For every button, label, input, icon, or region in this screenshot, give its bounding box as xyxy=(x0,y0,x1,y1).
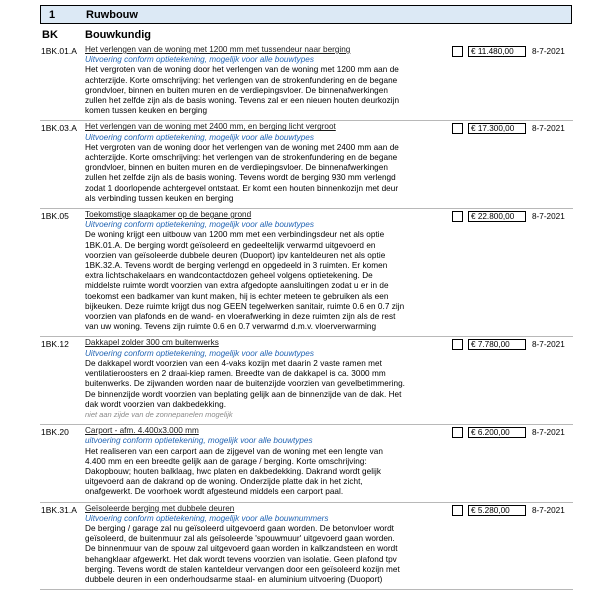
option-code: 1BK.05 xyxy=(41,211,69,222)
group-name: Bouwkundig xyxy=(85,29,151,41)
option-body xyxy=(85,426,405,497)
option-subtitle: uitvoering conform optietekening, mogelijk voor alle bouwtypes xyxy=(85,436,313,446)
option-subtitle: Uitvoering conform optietekening, mogelijk voor alle bouwtypes xyxy=(85,348,314,358)
option-date: 8-7-2021 xyxy=(532,47,565,56)
option-description: De berging / garage zal nu geïsoleerd uitgevoerd gaan worden. De betonvloer wordt geïsoleerd, de buitenmuur zal als geïsoleerde 'spouwmuur' uitgevoerd gaan worden. De binnenmuur van de spouw zal uitgevoerd gaan worden in kalkzandsteen en wordt behangklaar afgewerkt. Het dak wordt tevens voorzien van isolatie. Geen plafond tpv berging. Tevens wordt de stalen kanteldeur vervangen door een geïsoleerd kozijn met dubbele deuren in een onderhoudsarme staal- en aluminium uitvoering (Duoport) xyxy=(85,523,400,584)
option-price: € 5.280,00 xyxy=(468,505,526,516)
option-date: 8-7-2021 xyxy=(532,428,565,438)
option-price: € 17.300,00 xyxy=(468,123,526,134)
group-code: BK xyxy=(42,29,58,41)
option-description: Het realiseren van een carport aan de zijgevel van de woning met een lengte van 4.400 mm en een breedte gelijk aan de garage / berging. Korte omschrijving: Dakopbouw; houten balklaag, hwc platen en dakbedekking. Dakrand wordt gelijk uitgevoerd aan de dakrand op de woning. Onderzijde platte dak in het zicht, onafgewerkt. De voorhoek wordt afgesteund middels een carport paal. xyxy=(85,446,383,497)
option-row xyxy=(40,503,573,591)
option-date: 8-7-2021 xyxy=(532,340,565,350)
option-row xyxy=(40,337,573,425)
option-row xyxy=(40,209,573,337)
option-code: 1BK.20 xyxy=(41,427,69,438)
option-title: Toekomstige slaapkamer op de begane grond xyxy=(85,210,252,220)
option-body xyxy=(85,338,405,420)
option-code: 1BK.31.A xyxy=(41,504,77,515)
option-price: € 6.200,00 xyxy=(468,427,526,438)
option-title: Het verlengen van de woning met 1200 mm met tussendeur naar berging xyxy=(85,45,351,54)
option-checkbox[interactable] xyxy=(452,211,463,222)
option-description: De dakkapel wordt voorzien van een 4-vaks kozijn met daarin 2 vaste ramen met ventilatieroosters en 2 draai-kiep ramen. Breedte van de dakkapel is ca. 3000 mm buitenwerks. De zijwanden worden naar de buitenzijde voorzien van gevelbetimmering. De binnenzijde wordt voorzien van beplating gelijk aan de binnenzijde van de dak. Het dak wordt voorzien van dakbedekking. xyxy=(85,358,405,409)
option-checkbox[interactable] xyxy=(452,427,463,438)
option-row xyxy=(40,44,573,121)
option-body xyxy=(85,210,405,332)
option-body xyxy=(85,45,405,116)
option-date: 8-7-2021 xyxy=(532,505,565,515)
option-list xyxy=(0,44,595,590)
option-price: € 7.780,00 xyxy=(468,339,526,350)
option-body xyxy=(85,122,405,204)
option-date: 8-7-2021 xyxy=(532,124,565,134)
option-price: € 11.480,00 xyxy=(468,46,526,57)
option-subtitle: Uitvoering conform optietekening, mogelijk voor alle bouwtypes xyxy=(85,132,314,142)
option-checkbox[interactable] xyxy=(452,123,463,134)
section-number: 1 xyxy=(49,9,56,21)
option-body xyxy=(85,504,405,586)
option-row xyxy=(40,121,573,209)
section-header xyxy=(40,5,572,24)
option-code: 1BK.01.A xyxy=(41,46,77,56)
option-description: Het vergroten van de woning door het verlengen van de woning met 1200 mm aan de achterzijde. Korte omschrijving: het verlengen van de strokenfundering en de begane grondvloer, binnen en buiten muren en de verdiepingsvloer. De binnenafwerkingen zullen het zelfde zijn als de basis woning. Tevens zal er een nieuen houten deurkozijn komen tussen keuken en berging xyxy=(85,65,400,116)
option-subtitle: Uitvoering conform optietekening, mogelijk voor alle bouwtypes xyxy=(85,55,314,65)
option-note: niet aan zijde van de zonnepanelen mogelijk xyxy=(85,409,233,419)
option-checkbox[interactable] xyxy=(452,339,463,350)
option-checkbox[interactable] xyxy=(452,505,463,516)
option-subtitle: Uitvoering conform optietekening, mogelijk voor alle bouwtypes xyxy=(85,220,314,230)
section-title: Ruwbouw xyxy=(86,9,138,21)
option-title: Carport - afm. 4.400x3.000 mm xyxy=(85,426,199,436)
option-description: Het vergroten van de woning door het verlengen van de woning met 2400 mm aan de achterzijde. Korte omschrijving: het verlengen van de strokenfundering en de begane grondvloer, binnen en buiten muren en de verdiepingsvloer. De binnenafwerkingen zullen het zelfde zijn als de basis woning. Tevens wordt de berging 930 mm verlengd zodat 1 doorlopende achtergevel ontstaat. Er komt een houten binnenkozijn met deur als verbinding tussen keuken en berging xyxy=(85,142,399,203)
option-title: Geïsoleerde berging met dubbele deuren xyxy=(85,503,235,513)
option-title: Dakkapel zolder 300 cm buitenwerks xyxy=(85,338,219,348)
option-row xyxy=(40,425,573,502)
option-description: De woning krijgt een uitbouw van 1200 mm met een verbindingsdeur net als optie 1BK.01.A. De berging wordt geïsoleerd en gedeeltelijk verwarmd uitgevoerd en voorzien van geïsoleerde dubbele deuren (Duoport) ipv kanteldeuren net als optie 1BK.32.A. Tevens wordt de berging verlengd en opgedeeld in 3 ruimten. Er komen extra lichtschakelaars en wandcontactdozen geheel volgens optietekening. De middelste ruimte wordt voorzien van extra afgedopte aansluitingen zodat u er in de toekomst een badkamer van kunt maken, hij is echter meteen te gebruiken als een bijkeuken. Deze ruimte krijgt dus nog GEEN tegelwerken sanitair, ruimte 0.6 en 0.7 zijn voorzien van plafonds en de wand- en vloerafwerking in deze ruimten zijn als de rest van uw woning. Tevens zijn ruimte 0.6 en 0.7 verwarmd d.m.v. vloerverwarming xyxy=(85,230,405,332)
option-code: 1BK.12 xyxy=(41,339,69,350)
option-title: Het verlengen van de woning met 2400 mm, en berging licht vergroot xyxy=(85,122,336,132)
option-subtitle: Uitvoering conform optietekening, mogelijk voor alle bouwnummers xyxy=(85,513,329,523)
option-date: 8-7-2021 xyxy=(532,212,565,222)
option-checkbox[interactable] xyxy=(452,46,463,57)
option-code: 1BK.03.A xyxy=(41,123,77,134)
option-price: € 22.800,00 xyxy=(468,211,526,222)
